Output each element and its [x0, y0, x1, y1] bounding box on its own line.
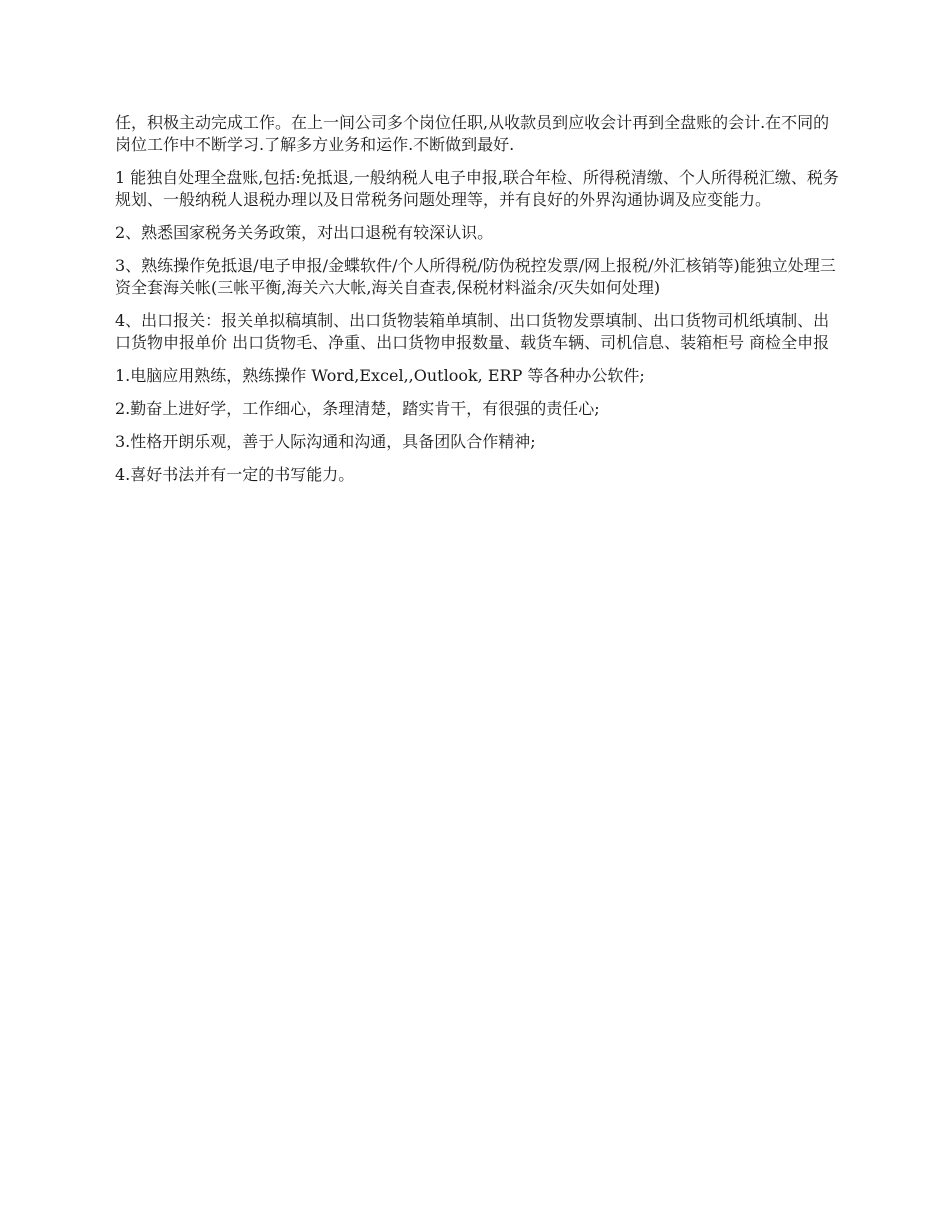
- paragraph-skill-4: 4、出口报关：报关单拟稿填制、出口货物装箱单填制、出口货物发票填制、出口货物司机纸填制、出口货物申报单价 出口货物毛、净重、出口货物申报数量、载货车辆、司机信息、装箱柜号 商检全申报: [115, 311, 830, 352]
- paragraph-trait-1: 1.电脑应用熟练，熟练操作 Word,Excel,,Outlook, ERP 等各种办公软件;: [115, 366, 645, 385]
- paragraph-trait-2: 2.勤奋上进好学，工作细心，条理清楚，踏实肯干，有很强的责任心;: [115, 399, 600, 418]
- paragraph-skill-1: 1 能独自处理全盘账,包括:免抵退,一般纳税人电子申报,联合年检、所得税清缴、个人所得税汇缴、税务规划、一般纳税人退税办理以及日常税务问题处理等，并有良好的外界沟通协调及应变能力。: [115, 168, 839, 209]
- paragraph-trait-3: 3.性格开朗乐观，善于人际沟通和沟通，具备团队合作精神;: [115, 432, 536, 451]
- paragraph-skill-2: 2、熟悉国家税务关务政策，对出口退税有较深认识。: [115, 223, 494, 242]
- paragraph-trait-4: 4.喜好书法并有一定的书写能力。: [115, 465, 355, 484]
- paragraph-intro: 任，积极主动完成工作。在上一间公司多个岗位任职,从收款员到应收会计再到全盘账的会计.在不同的岗位工作中不断学习.了解多方业务和运作.不断做到最好.: [115, 113, 830, 154]
- paragraph-skill-3: 3、熟练操作免抵退/电子申报/金蝶软件/个人所得税/防伪税控发票/网上报税/外汇核销等)能独立处理三资全套海关帐(三帐平衡,海关六大帐,海关自查表,保税材料溢余/灭失如何处理): [115, 256, 836, 297]
